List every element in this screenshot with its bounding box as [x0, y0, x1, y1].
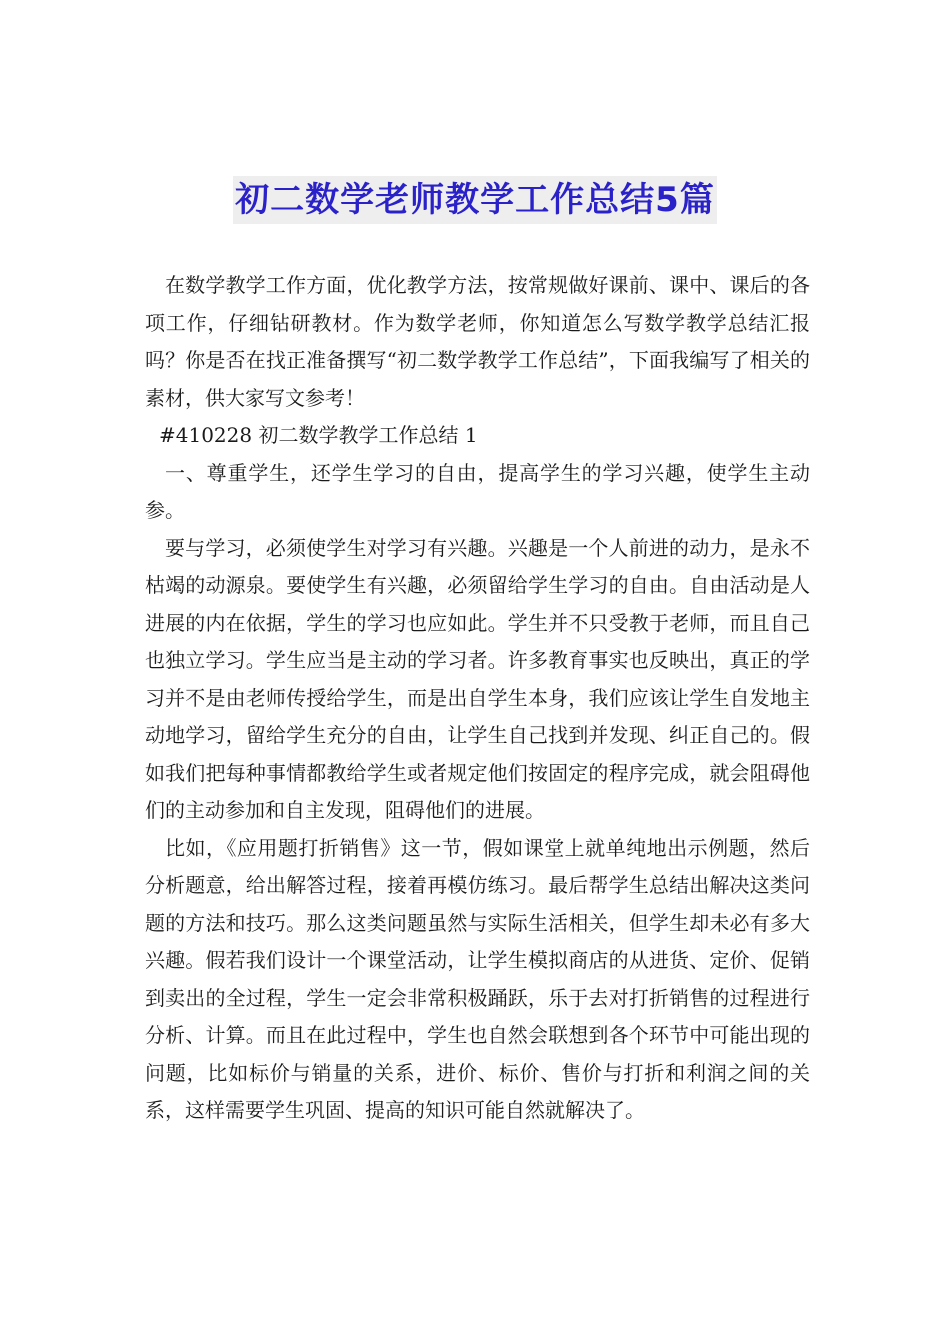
- document-title: 初二数学老师教学工作总结5篇: [233, 176, 717, 224]
- body-paragraph-3: 比如，《应用题打折销售》这一节，假如课堂上就单纯地出示例题，然后分析题意，给出解答过程，接着再模仿练习。最后帮学生总结出解决这类问题的方法和技巧。那么这类问题虽然与实际生活相关，但学生却未必有多大兴趣。假若我们设计一个课堂活动，让学生模拟商店的从进货、定价、促销到卖出的全过程，学生一定会非常积极踊跃，乐于去对打折销售的过程进行分析、计算。而且在此过程中，学生也自然会联想到各个环节中可能出现的问题，比如标价与销量的关系，进价、标价、售价与打折和利润之间的关系，这样需要学生巩固、提高的知识可能自然就解决了。: [145, 835, 810, 1122]
- title-container: [0, 176, 950, 224]
- body-paragraph-2: 要与学习，必须使学生对学习有兴趣。兴趣是一个人前进的动力，是永不枯竭的动源泉。要使学生有兴趣，必须留给学生学习的自由。自由活动是人进展的内在依据，学生的学习也应如此。学生并不只受教于老师，而且自己也独立学习。学生应当是主动的学习者。许多教育事实也反映出，真正的学习并不是由老师传授给学生，而是出自学生本身，我们应该让学生自发地主动地学习，留给学生充分的自由，让学生自己找到并发现、纠正自己的。假如我们把每种事情都教给学生或者规定他们按固定的程序完成，就会阻碍他们的主动参加和自主发现，阻碍他们的进展。: [145, 535, 810, 822]
- section-heading: #410228 初二数学教学工作总结 1: [159, 423, 478, 447]
- intro-paragraph: 在数学教学工作方面，优化教学方法，按常规做好课前、课中、课后的各项工作，仔细钻研教材。作为数学老师，你知道怎么写数学教学总结汇报吗？你是否在找正准备撰写“初二数学教学工作总结”，下面我编写了相关的素材，供大家写文参考！: [145, 273, 810, 410]
- document-body: [145, 267, 810, 1130]
- body-paragraph-1: 一、尊重学生，还学生学习的自由，提高学生的学习兴趣，使学生主动参。: [145, 460, 810, 522]
